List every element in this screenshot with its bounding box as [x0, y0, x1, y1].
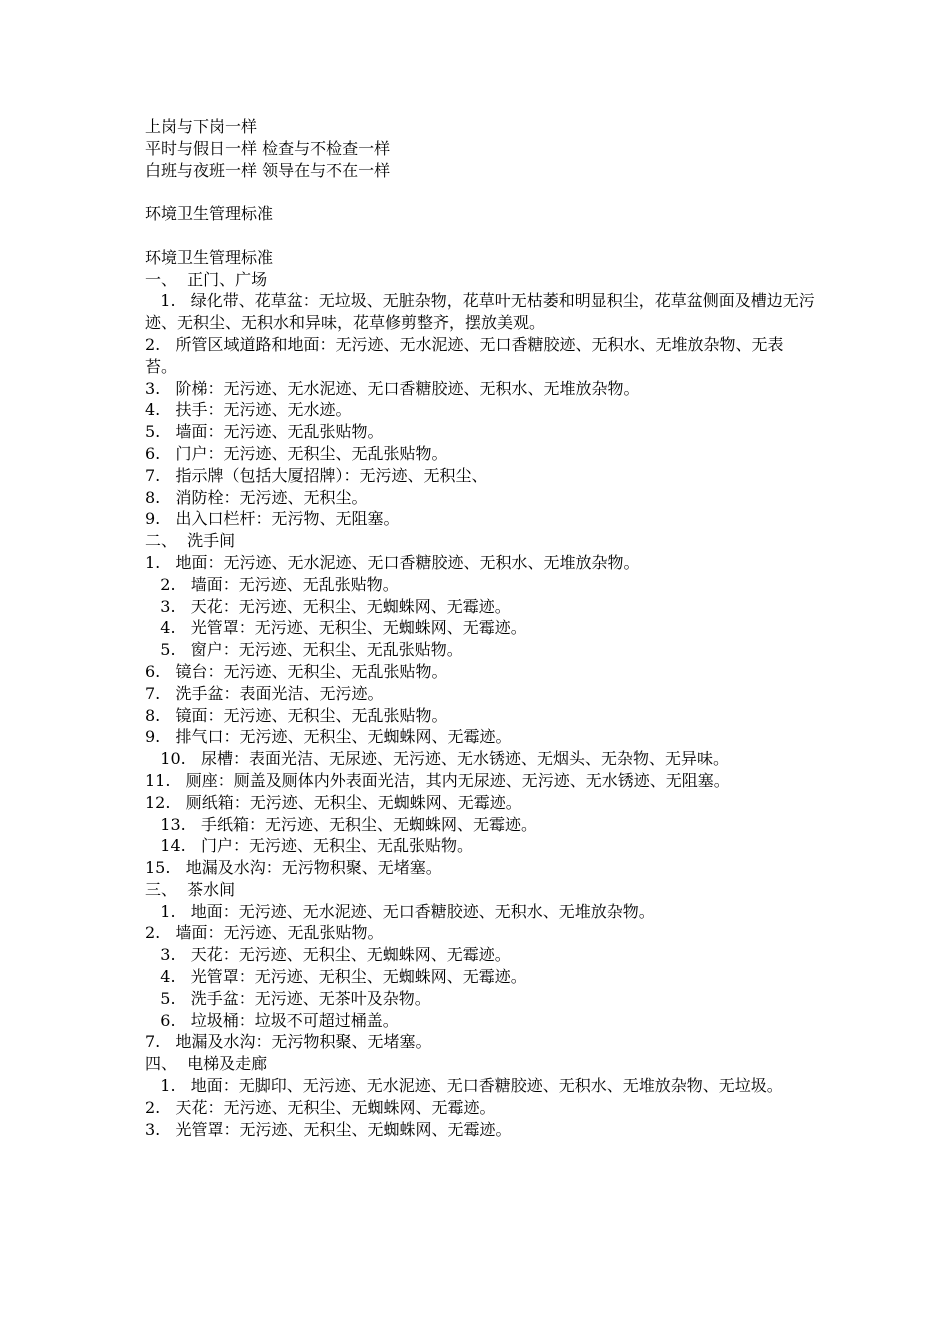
motto-line-1: 上岗与下岗一样 — [145, 117, 258, 136]
standard-line: 6. 垃圾桶：垃圾不可超过桶盖。 — [145, 1010, 399, 1030]
standard-line: 3. 阶梯：无污迹、无水泥迹、无口香糖胶迹、无积水、无堆放杂物。 — [145, 378, 640, 398]
standard-line: 1. 地面：无脚印、无污迹、无水泥迹、无口香糖胶迹、无积水、无堆放杂物、无垃圾。 — [145, 1076, 783, 1096]
standard-line: 12. 厕纸箱：无污迹、无积尘、无蜘蛛网、无霉迹。 — [145, 792, 522, 812]
section-title: 环境卫生管理标准 — [145, 204, 274, 224]
standard-line: 三、 茶水间 — [145, 879, 236, 899]
motto-line-2: 平时与假日一样 检查与不检查一样 — [145, 138, 391, 158]
standard-line: 9. 排气口：无污迹、无积尘、无蜘蛛网、无霉迹。 — [145, 727, 512, 747]
standard-line: 4. 光管罩：无污迹、无积尘、无蜘蛛网、无霉迹。 — [145, 618, 527, 638]
standard-line: 2. 天花：无污迹、无积尘、无蜘蛛网、无霉迹。 — [145, 1097, 496, 1117]
standard-line: 1. 地面：无污迹、无水泥迹、无口香糖胶迹、无积水、无堆放杂物。 — [145, 901, 655, 921]
spacer — [145, 181, 815, 203]
document-page — [145, 116, 815, 1140]
standard-line: 5. 洗手盆：无污迹、无茶叶及杂物。 — [145, 988, 431, 1008]
standard-line: 7. 指示牌（包括大厦招牌）：无污迹、无积尘、 — [145, 465, 488, 485]
standard-line: 一、 正门、广场 — [145, 269, 268, 289]
standard-line: 6. 镜台：无污迹、无积尘、无乱张贴物。 — [145, 661, 448, 681]
standard-line: 7. 洗手盆：表面光洁、无污迹。 — [145, 683, 384, 703]
standard-line: 6. 门户：无污迹、无积尘、无乱张贴物。 — [145, 443, 448, 463]
standard-line: 1. 地面：无污迹、无水泥迹、无口香糖胶迹、无积水、无堆放杂物。 — [145, 552, 640, 572]
standard-line: 二、 洗手间 — [145, 531, 236, 551]
standard-line: 14. 门户：无污迹、无积尘、无乱张贴物。 — [145, 836, 473, 856]
standard-line: 5. 墙面：无污迹、无乱张贴物。 — [145, 422, 384, 442]
standards-list — [145, 269, 815, 1141]
standard-line: 10. 尿槽：表面光洁、无尿迹、无污迹、无水锈迹、无烟头、无杂物、无异味。 — [145, 749, 729, 769]
standard-line: 四、 电梯及走廊 — [145, 1054, 268, 1074]
standard-line: 2. 所管区域道路和地面：无污迹、无水泥迹、无口香糖胶迹、无积水、无堆放杂物、无表苔。 — [145, 334, 784, 376]
standard-line: 3. 天花：无污迹、无积尘、无蜘蛛网、无霉迹。 — [145, 596, 511, 616]
standard-line: 11. 厕座：厕盖及厕体内外表面光洁，其内无尿迹、无污迹、无水锈迹、无阻塞。 — [145, 770, 730, 790]
document-title: 环境卫生管理标准 — [145, 247, 274, 267]
standard-line: 13. 手纸箱：无污迹、无积尘、无蜘蛛网、无霉迹。 — [145, 814, 537, 834]
spacer — [145, 225, 815, 247]
motto-line-3: 白班与夜班一样 领导在与不在一样 — [145, 160, 391, 180]
standard-line: 7. 地漏及水沟：无污物积聚、无堵塞。 — [145, 1032, 432, 1052]
standard-line: 4. 光管罩：无污迹、无积尘、无蜘蛛网、无霉迹。 — [145, 967, 527, 987]
standard-line: 3. 光管罩：无污迹、无积尘、无蜘蛛网、无霉迹。 — [145, 1119, 512, 1139]
standard-line: 1. 绿化带、花草盆：无垃圾、无脏杂物，花草叶无枯萎和明显积尘，花草盆侧面及槽边无污迹、无积尘、无积水和异味，花草修剪整齐，摆放美观。 — [145, 291, 815, 333]
standard-line: 2. 墙面：无污迹、无乱张贴物。 — [145, 923, 384, 943]
standard-line: 5. 窗户：无污迹、无积尘、无乱张贴物。 — [145, 640, 463, 660]
standard-line: 15. 地漏及水沟：无污物积聚、无堵塞。 — [145, 858, 442, 878]
standard-line: 8. 消防栓：无污迹、无积尘。 — [145, 487, 368, 507]
standard-line: 8. 镜面：无污迹、无积尘、无乱张贴物。 — [145, 705, 448, 725]
standard-line: 2. 墙面：无污迹、无乱张贴物。 — [145, 574, 399, 594]
standard-line: 3. 天花：无污迹、无积尘、无蜘蛛网、无霉迹。 — [145, 945, 511, 965]
standard-line: 9. 出入口栏杆：无污物、无阻塞。 — [145, 509, 400, 529]
standard-line: 4. 扶手：无污迹、无水迹。 — [145, 400, 352, 420]
